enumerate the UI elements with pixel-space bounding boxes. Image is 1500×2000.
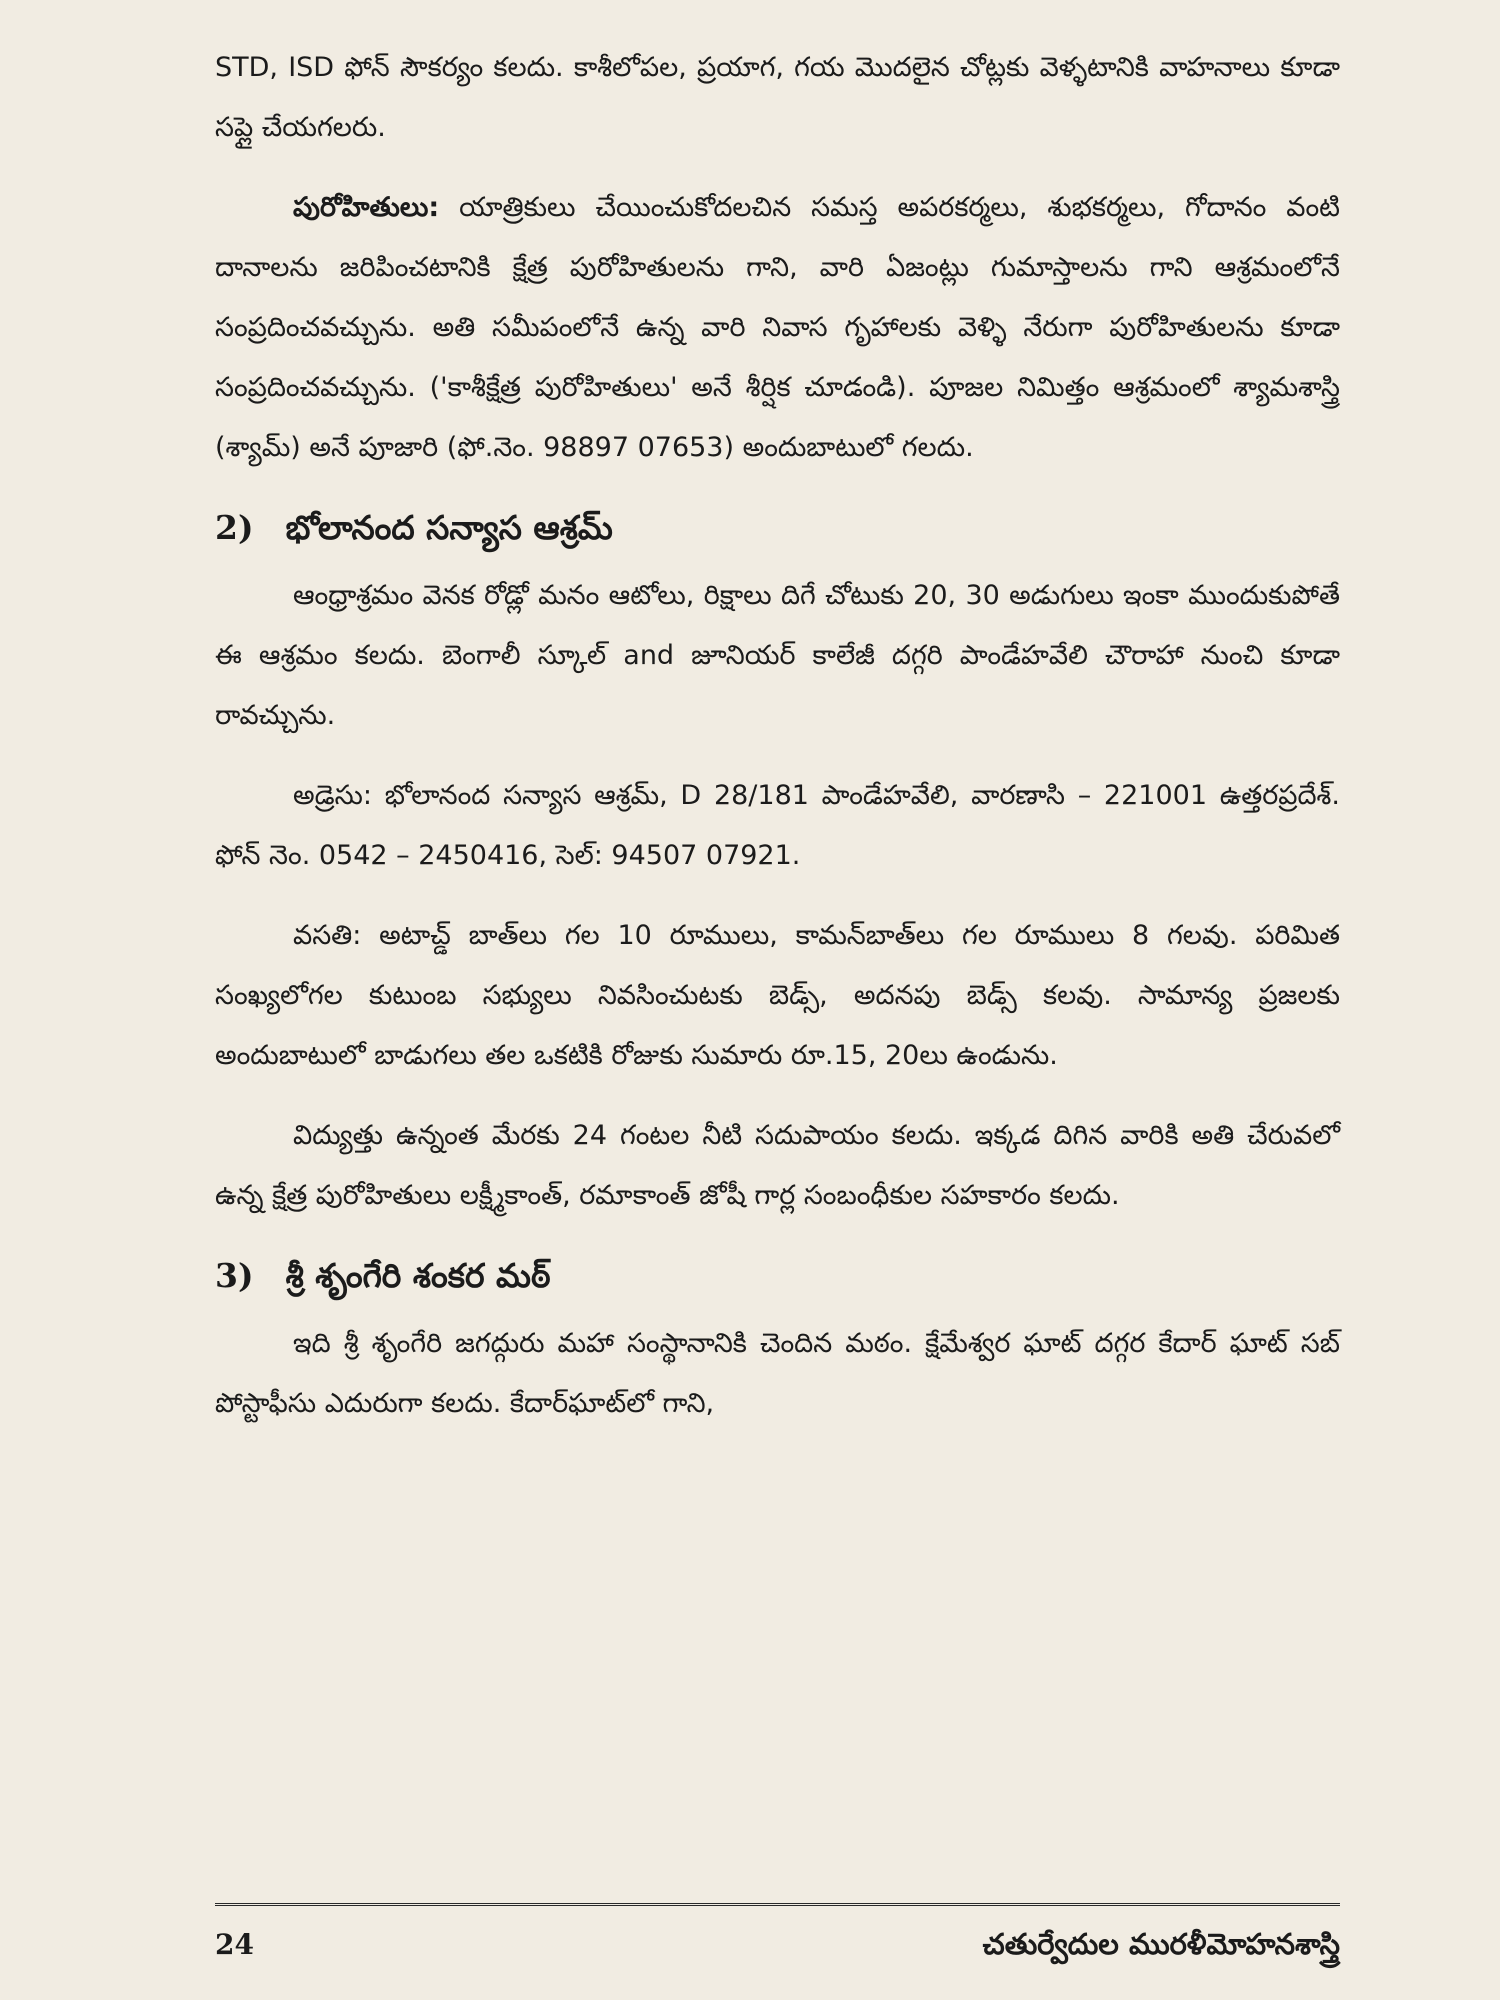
paragraph-lead-term: పురోహితులు: [293,192,440,223]
section-heading [215,1246,1340,1306]
section-number: 3) [215,1256,254,1295]
paragraph: ఇది శ్రీ శృంగేరి జగద్గురు మహా సంస్థానానికి చెందిన మఠం. క్షేమేశ్వర ఘాట్ దగ్గర కేదార్ ఘాట్ సబ్ పోస్టాఫీసు ఎదురుగా కలదు. కేదార్‌ఘాట్‌లో గాని, [215,1328,1340,1419]
paragraph-address: అడ్రెసు: భోలానంద సన్యాస ఆశ్రమ్, D 28/181 పాండేహవేలి, వారణాసి – 221001 ఉత్తరప్రదేశ్. ఫోన్ నెం. 0542 – 2450416, సెల్: 94507 07921. [215,780,1340,871]
page-number: 24 [215,1928,254,1961]
paragraph: STD, ISD ఫోన్ సౌకర్యం కలదు. కాశీలోపల, ప్రయాగ, గయ మొదలైన చోట్లకు వెళ్ళటానికి వాహనాలు కూడా సప్లై చేయగలరు. [215,52,1340,143]
paragraph: విద్యుత్తు ఉన్నంత మేరకు 24 గంటల నీటి సదుపాయం కలదు. ఇక్కడ దిగిన వారికి అతి చేరువలో ఉన్న క్షేత్ర పురోహితులు లక్ష్మీకాంత్, రమాకాంత్ జోషీ గార్ల సంబంధీకుల సహకారం కలదు. [215,1120,1340,1211]
paragraph-text: యాత్రికులు చేయించుకోదలచిన సమస్త అపరకర్మలు, శుభకర్మలు, గోదానం వంటి దానాలను జరిపించటానికి క్షేత్ర పురోహితులను గాని, వారి ఏజంట్లు గుమాస్తాలను గాని ఆశ్రమంలోనే సంప్రదించవచ్చును. అతి సమీపంలోనే ఉన్న వారి నివాస గృహాలకు వెళ్ళి నేరుగా పురోహితులను కూడా సంప్రదించవచ్చును. ('కాశీక్షేత్ర పురోహితులు' అనే శీర్షిక చూడండి). పూజల నిమిత్తం ఆశ్రమంలో శ్యామశాస్త్రి (శ్యామ్) అనే పూజారి (ఫో.నెం. 98897 07653) అందుబాటులో గలదు. [215,192,1340,463]
section-title: శ్రీ శృంగేరి శంకర మఠ్ [285,1256,551,1295]
footer-author: చతుర్వేదుల మురళీమోహనశాస్త్రి [982,1927,1340,1961]
page-footer [215,1903,1340,1969]
section-number: 2) [215,508,254,547]
paragraph-accommodation: వసతి: అటాచ్డ్ బాత్‌లు గల 10 రూములు, కామన్‌బాత్‌లు గల రూములు 8 గలవు. పరిమిత సంఖ్యలోగల కుటుంబ సభ్యులు నివసించుటకు బెడ్స్, అదనపు బెడ్స్ కలవు. సామాన్య ప్రజలకు అందుబాటులో బాడుగలు తల ఒకటికి రోజుకు సుమారు రూ.15, 20లు ఉండును. [215,920,1340,1071]
footer-divider [215,1903,1340,1909]
section-heading [215,498,1340,558]
paragraph-priests [215,178,1340,478]
section-title: భోలానంద సన్యాస ఆశ్రమ్ [285,508,613,547]
paragraph: ఆంధ్రాశ్రమం వెనక రోడ్లో మనం ఆటోలు, రిక్షాలు దిగే చోటుకు 20, 30 అడుగులు ఇంకా ముందుకుపోతే ఈ ఆశ్రమం కలదు. బెంగాలీ స్కూల్ and జూనియర్ కాలేజీ దగ్గరి పాండేహవేలి చౌరాహా నుంచి కూడా రావచ్చును. [215,580,1340,731]
